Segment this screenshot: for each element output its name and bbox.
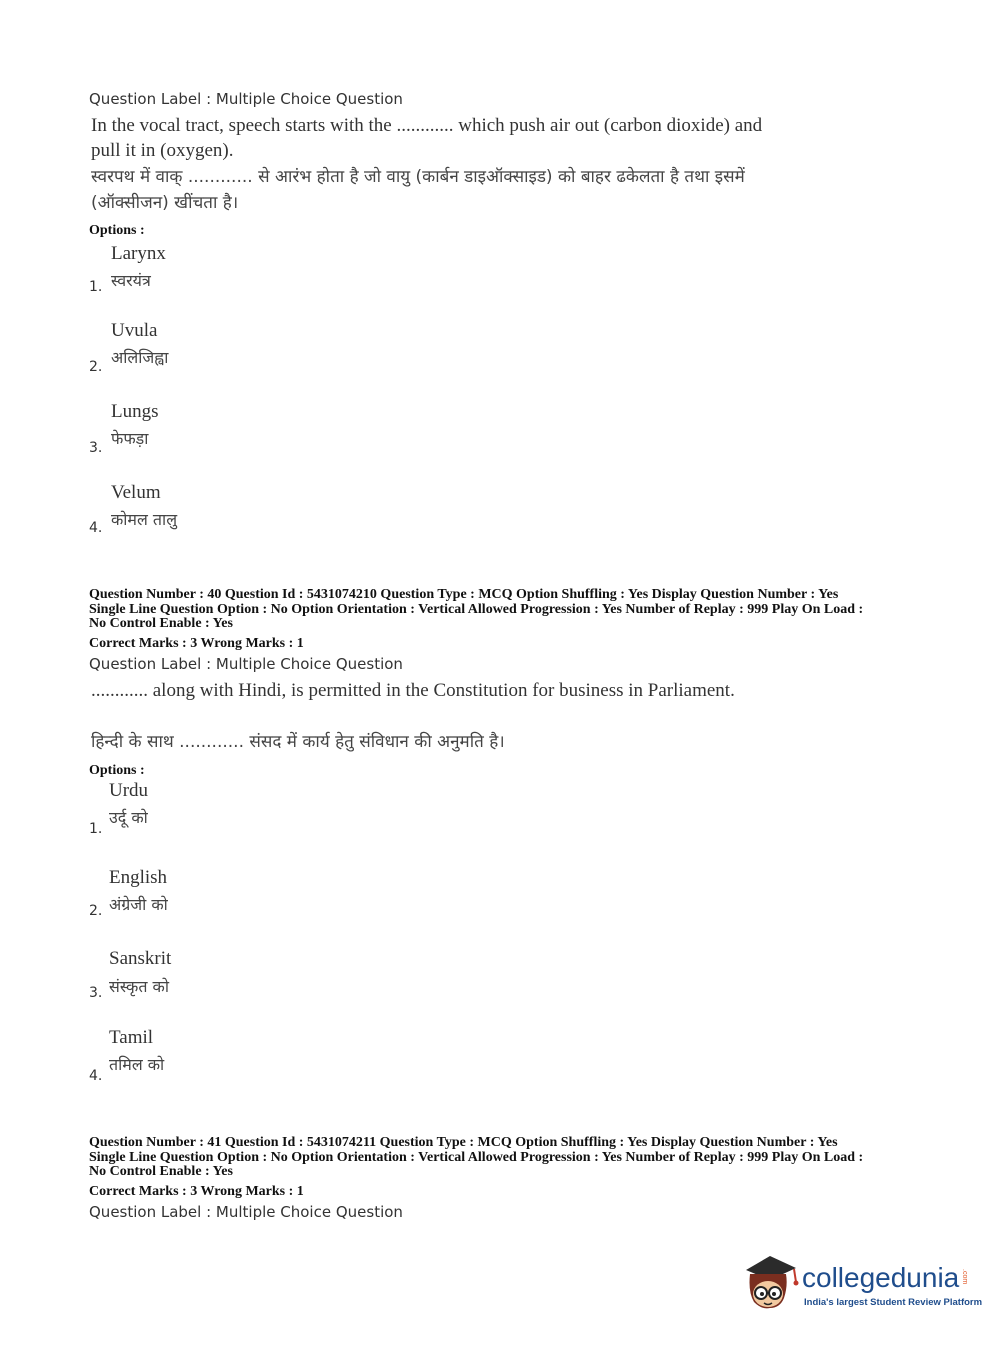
option-number: 2. [89, 359, 103, 375]
option-number: 3. [89, 985, 103, 1001]
marks-line: Correct Marks : 3 Wrong Marks : 1 [89, 636, 304, 651]
question-meta-line: Question Number : 41 Question Id : 5431074211 Question Type : MCQ Option Shuffling : Yes Display Question Number : Yes [89, 1135, 838, 1150]
question-text-en: ............ along with Hindi, is permitted in the Constitution for business in Parliament. [91, 680, 735, 701]
option-text-en: English [109, 867, 168, 888]
mascot-icon [740, 1252, 800, 1312]
option-text-hi: तमिल को [109, 1055, 165, 1074]
option-text-en: Tamil [109, 1027, 154, 1048]
question-meta-line: No Control Enable : Yes [89, 1164, 233, 1179]
option-number: 1. [89, 279, 103, 295]
logo-wordmark: collegedunia [802, 1262, 960, 1293]
logo-domain: .com [961, 1269, 968, 1285]
marks-line: Correct Marks : 3 Wrong Marks : 1 [89, 1184, 304, 1199]
logo-tagline: India's largest Student Review Platform [804, 1297, 983, 1308]
option-text-en: Lungs [111, 401, 159, 422]
question-text-en: In the vocal tract, speech starts with the ............ which push air out (carbon dioxide) and pull it in (oxygen). [91, 115, 763, 161]
options-label: Options : [89, 763, 145, 778]
option-number: 4. [89, 520, 103, 536]
question-meta-line: No Control Enable : Yes [89, 616, 233, 631]
option-text-hi: अलिजिह्वा [111, 348, 169, 367]
options-label: Options : [89, 223, 145, 238]
option-text-hi: स्वरयंत्र [111, 271, 151, 290]
option-text-en: Sanskrit [109, 948, 172, 969]
option-text-hi: कोमल तालु [111, 510, 178, 529]
option-text-en: Urdu [109, 780, 149, 801]
question-meta-line: Single Line Question Option : No Option Orientation : Vertical Allowed Progression : Yes Number of Replay : 999 Play On Load : [89, 1150, 864, 1165]
question-meta-line: Question Number : 40 Question Id : 5431074210 Question Type : MCQ Option Shuffling : Yes Display Question Number : Yes [89, 587, 839, 602]
option-text-en: Larynx [111, 243, 166, 264]
question-label: Question Label : Multiple Choice Question [89, 90, 403, 108]
option-text-en: Velum [111, 482, 161, 503]
option-text-hi: संस्कृत को [109, 977, 169, 996]
option-text-en: Uvula [111, 320, 158, 341]
option-text-hi: उर्दू को [109, 808, 148, 827]
option-number: 2. [89, 903, 103, 919]
option-text-hi: फेफड़ा [111, 429, 149, 448]
question-label: Question Label : Multiple Choice Question [89, 1203, 403, 1221]
question-text-hi: स्वरपथ में वाक् ............ से आरंभ होता है जो वायु (कार्बन डाइऑक्साइड) को बाहर ढकेलता है तथा इसमें (ऑक्सीजन) खींचता है। [91, 167, 745, 213]
question-label: Question Label : Multiple Choice Question [89, 655, 403, 673]
option-text-hi: अंग्रेजी को [109, 895, 168, 914]
collegedunia-logo[interactable] [740, 1252, 983, 1316]
option-number: 4. [89, 1068, 103, 1084]
option-number: 3. [89, 440, 103, 456]
question-meta-line: Single Line Question Option : No Option Orientation : Vertical Allowed Progression : Yes Number of Replay : 999 Play On Load : [89, 602, 864, 617]
option-number: 1. [89, 821, 103, 837]
question-text-hi: हिन्दी के साथ ............ संसद में कार्य हेतु संविधान की अनुमति है। [91, 732, 505, 752]
